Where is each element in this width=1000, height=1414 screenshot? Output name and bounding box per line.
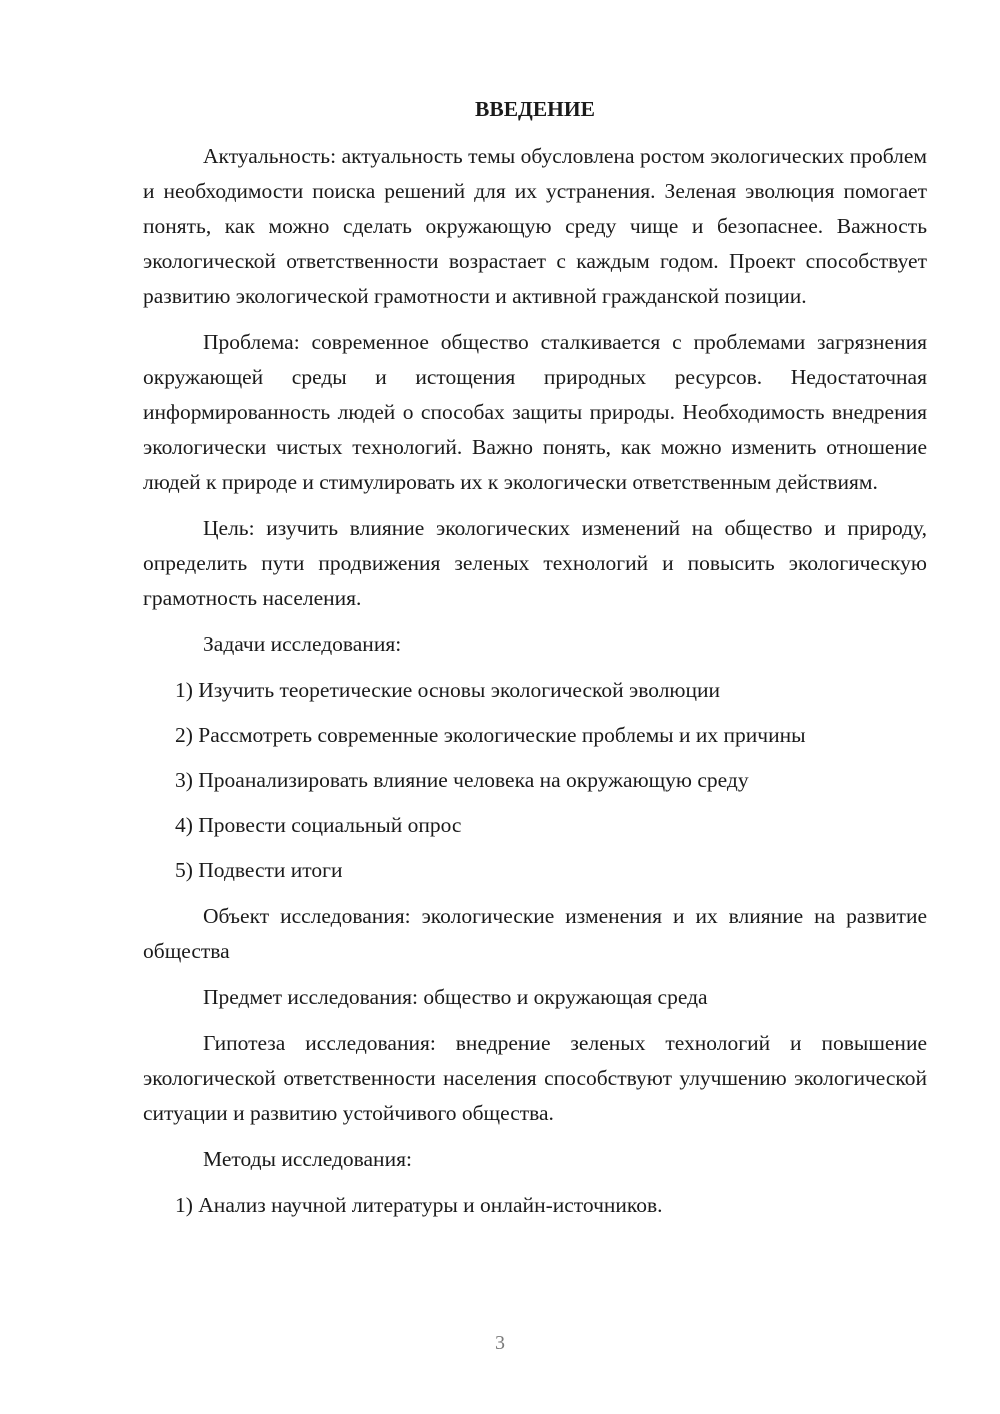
list-item: 1) Анализ научной литературы и онлайн-источников. (175, 1193, 663, 1217)
document-page (143, 92, 927, 1234)
paragraph-hypothesis: Гипотеза исследования: внедрение зеленых технологий и повышение экологической ответственности населения способствуют улучшению экологической ситуации и развитию устойчивого общества. (143, 1031, 927, 1125)
list-item: 3) Проанализировать влияние человека на окружающую среду (175, 768, 749, 792)
paragraph-subject: Предмет исследования: общество и окружающая среда (203, 985, 708, 1009)
paragraph-object: Объект исследования: экологические изменения и их влияние на развитие общества (143, 904, 927, 963)
section-title: ВВЕДЕНИЕ (475, 97, 595, 121)
page-number: 3 (495, 1332, 505, 1354)
paragraph-relevance: Актуальность: актуальность темы обусловлена ростом экологических проблем и необходимости поиска решений для их устранения. Зеленая эволюция помогает понять, как можно сделать окружающую среду чище и безопаснее. Важность экологической ответственности возрастает с каждым годом. Проект способствует развитию экологической грамотности и активной гражданской позиции. (143, 144, 927, 308)
paragraph-goal: Цель: изучить влияние экологических изменений на общество и природу, определить пути продвижения зеленых технологий и повысить экологическую грамотность населения. (143, 516, 927, 610)
methods-heading: Методы исследования: (203, 1147, 412, 1171)
paragraph-problem: Проблема: современное общество сталкивается с проблемами загрязнения окружающей среды и истощения природных ресурсов. Недостаточная информированность людей о способах защиты природы. Необходимость внедрения экологически чистых технологий. Важно понять, как можно изменить отношение людей к природе и стимулировать их к экологически ответственным действиям. (143, 330, 927, 494)
methods-list (143, 1188, 927, 1223)
list-item: 4) Провести социальный опрос (175, 813, 462, 837)
tasks-heading: Задачи исследования: (203, 632, 402, 656)
list-item: 2) Рассмотреть современные экологические проблемы и их причины (175, 723, 806, 747)
list-item: 1) Изучить теоретические основы экологической эволюции (175, 678, 721, 702)
list-item: 5) Подвести итоги (175, 858, 343, 882)
tasks-list (143, 673, 927, 888)
